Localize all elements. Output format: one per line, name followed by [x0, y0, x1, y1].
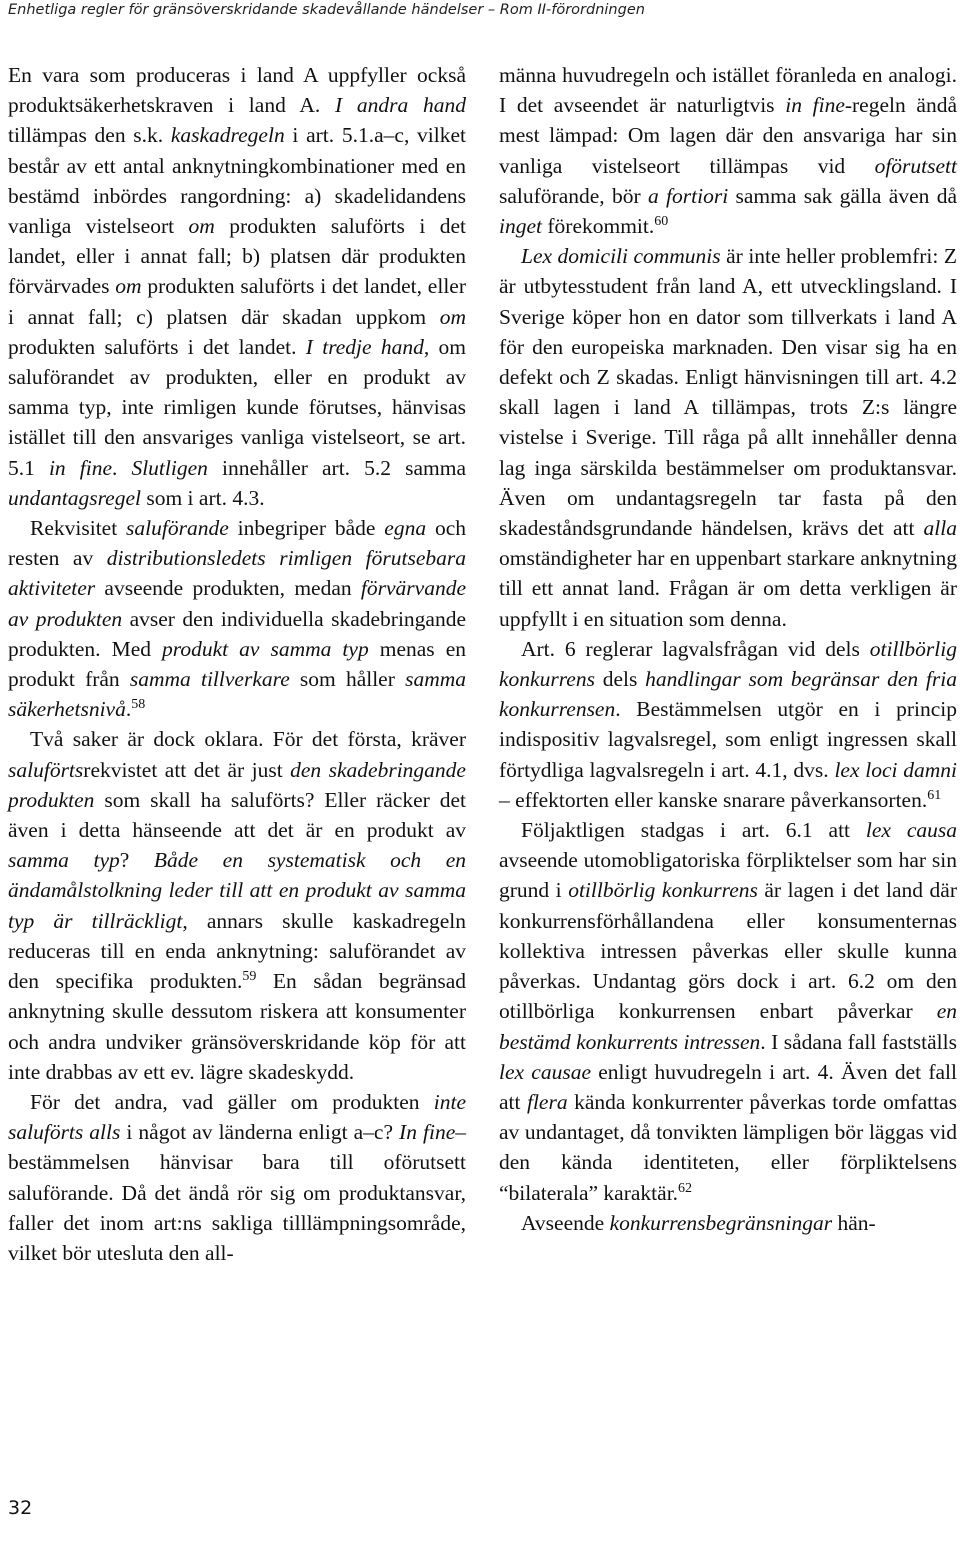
text-run: Avseende [521, 1210, 610, 1235]
text-run: avseende utomobligatoriska förpliktelser som har sin grund i [499, 848, 957, 903]
italic-run: lex causa [865, 818, 958, 843]
text-run: . I sådana fall fastställs [760, 1029, 957, 1054]
paragraph [499, 60, 957, 241]
paragraph [8, 60, 466, 513]
text-run: i art. 5.1.a–c, vilket består av ett antal anknytningkombinationer med en bestämd inbördes rangordning: a) skadelidandens vanliga vistelseort [8, 123, 466, 239]
text-run: produkten saluförts i det landet. [8, 334, 306, 359]
paragraph [8, 1087, 466, 1268]
italic-run: om [115, 274, 142, 299]
italic-run: samma tillverkare [129, 667, 290, 692]
text-run: Två saker är dock oklara. För det första, kräver [30, 727, 466, 752]
left-column [8, 60, 466, 1268]
text-run: som skall ha saluförts? Eller räcker det även i detta hänseende att det är en produkt av [8, 787, 466, 843]
text-run: Följaktligen stadgas i art. 6.1 att [521, 818, 866, 843]
text-run: produkten saluförts i det landet, eller i annat fall; c) platsen där skadan uppkom [8, 274, 466, 329]
text-run: Art. 6 reglerar lagvalsfrågan vid dels [521, 636, 870, 661]
text-run: . Bestämmelsen utgör en i princip indispositiv lagvalsregel, som enligt ingressen skall förtydliga lagvalsregeln i art. 4.1, dvs. [499, 697, 957, 782]
page-number: 32 [8, 1497, 33, 1519]
italic-run: om [439, 304, 466, 329]
italic-run: inte saluförts alls [8, 1089, 466, 1145]
text-run: är inte heller problemfri: Z är utbytesstudent från land A, ett utvecklingsland. I Sverige köper hon en dator som tillverkats i land A för den europeiska marknaden. Den visar sig ha en defekt och Z skadas. Enligt hänvisningen till art. 4.2 skall lagen i land A tillämpas, trots Z:s längre vistelse i Sverige. Till råga på allt innehåller denna lag inga särskilda bestämmelser om produktansvar. Även om undantagsregeln tar fasta på den skadeståndsgrundande händelsen, krävs det att [499, 244, 957, 541]
text-run: ? [119, 848, 154, 873]
italic-run: oförutsett [874, 153, 957, 178]
text-run: innehåller art. 5.2 samma [207, 455, 466, 480]
italic-run: Slutligen [131, 455, 208, 480]
paragraph [8, 513, 466, 724]
text-run: , om saluförandet av produkten, eller en produkt av samma typ, inte rimligen kunde förutses, hänvisas istället till den ansvariges vanliga vistelseort, se art. 5.1 [8, 334, 466, 480]
paragraph [499, 815, 957, 1208]
text-run: menas en produkt från [8, 636, 466, 692]
paragraph [499, 1208, 957, 1238]
text-run: inbegriper både [228, 516, 385, 541]
italic-run: saluförande [126, 516, 229, 541]
text-run: i något av länderna enligt a–c? [120, 1120, 400, 1145]
text-run: produkten saluförts i det landet, eller i annat fall; b) platsen där produkten förvärvades [8, 214, 466, 299]
text-run: saluförande, bör [499, 183, 648, 208]
italic-run: handlingar som begränsar den fria konkurrensen [499, 667, 957, 722]
footnote-ref: 60 [654, 214, 669, 230]
paragraph [499, 634, 957, 815]
italic-run: I andra hand [335, 93, 467, 118]
footnote-ref: 62 [678, 1180, 693, 1196]
text-run: avser den individuella skadebringande produkten. Med [8, 606, 467, 661]
text-run: omständigheter har en uppenbart starkare anknytning till ett annat land. Frågan är om detta verkligen är uppfyllt i en situation som denna. [499, 546, 957, 631]
italic-run: egna [384, 516, 427, 541]
italic-run: kaskadregeln [170, 123, 285, 148]
text-run: En sådan begränsad anknytning skulle dessutom riskera att konsumenter och andra undviker gränsöverskridande köp för att inte drabbas av ett ev. lägre skadeskydd. [8, 969, 466, 1084]
italic-run: samma typ [8, 848, 120, 873]
text-run: dels [594, 667, 646, 692]
text-run: hän- [832, 1210, 876, 1235]
text-run: -regeln ändå mest lämpad: Om lagen där den ansvariga har sin vanliga vistelseort tillämpas vid [499, 93, 957, 178]
italic-run: undantagsregel [8, 485, 141, 510]
text-run: enligt huvudregeln i art. 4. Även det fall att [499, 1059, 957, 1114]
text-run: förekommit. [542, 214, 655, 239]
text-run: En vara som produceras i land A uppfyller också produktsäkerhetskraven i land A. [8, 63, 466, 118]
italic-run: om [188, 214, 215, 239]
text-run: – effektorten eller kanske snarare påverkansorten. [499, 787, 928, 812]
text-run: För det andra, vad gäller om produkten [30, 1089, 434, 1114]
italic-run: samma säkerhetsnivå [8, 667, 466, 722]
italic-run: distributionsledets rimligen förutsebara aktiviteter [8, 546, 466, 601]
italic-run: a fortiori [647, 183, 729, 208]
text-run: som i art. 4.3. [140, 485, 265, 510]
footnote-ref: 58 [131, 697, 146, 713]
italic-run: förvärvande av produkten [8, 576, 466, 631]
text-run: som håller [289, 667, 406, 692]
italic-run: saluförts [8, 757, 84, 782]
text-run: avseende produkten, medan [95, 576, 361, 601]
text-run: , annars skulle kaskadregeln reduceras till en enda anknytning: saluförandet av den specifika produkten. [8, 908, 467, 994]
italic-run: inget [499, 214, 542, 239]
italic-run: en bestämd konkurrents intressen [499, 999, 957, 1054]
text-run: rekvistet att det är just [83, 757, 291, 782]
text-run: . [112, 455, 132, 480]
text-run: och resten av [8, 516, 466, 571]
italic-run: otillbörlig konkurrens [568, 878, 758, 903]
italic-run: alla [923, 516, 957, 541]
text-run: –bestämmelsen hänvisar bara till oförutsett saluförande. Då det ändå rör sig om produktansvar, faller det inom art:ns sakliga tilllämpningsområde, vilket bör utesluta den all- [8, 1120, 466, 1265]
italic-run: flera [526, 1089, 568, 1114]
italic-run: konkurrensbegränsningar [609, 1210, 833, 1235]
italic-run: I tredje hand [305, 334, 424, 359]
running-header: Enhetliga regler för gränsöverskridande skadevållande händelser – Rom II-förordningen [8, 2, 645, 18]
right-column [499, 60, 957, 1238]
footnote-ref: 61 [927, 787, 942, 803]
text-run: tillämpas den s.k. [8, 123, 171, 148]
italic-run: lex causae [499, 1059, 592, 1084]
italic-run: produkt av samma typ [162, 636, 369, 661]
italic-run: Både en systematisk och en ändamålstolkning leder till att en produkt av samma typ är tillräckligt [8, 848, 467, 933]
italic-run: in fine [48, 455, 112, 480]
paragraph [499, 241, 957, 634]
italic-run: in fine [785, 93, 845, 118]
footnote-ref: 59 [242, 969, 257, 985]
text-run: kända konkurrenter påverkas torde omfattas av undantaget, då tonvikten lämpligen bör läggas vid den kända identiteten, eller förpliktelsens “bilaterala” karaktär. [499, 1089, 957, 1205]
text-run: samma sak gälla även då [728, 183, 957, 208]
italic-run: In fine [399, 1120, 456, 1145]
text-run: . [125, 697, 132, 722]
text-run: Rekvisitet [30, 516, 127, 541]
paragraph [8, 724, 466, 1086]
italic-run: den skadebringande produkten [8, 757, 466, 812]
italic-run: otillbörlig konkurrens [499, 636, 957, 692]
italic-run: lex loci damni [834, 757, 957, 782]
text-run: är lagen i det land där konkurrensförhållandena eller konsumenternas kollektiva intressen påverkas eller skulle kunna påverkas. Undantag görs dock i art. 6.2 om den otillbörliga konkurrensen enbart påverkar [499, 878, 957, 1024]
italic-run: Lex domicili communis [521, 244, 721, 269]
text-run: männa huvudregeln och istället föranleda en analogi. I det avseendet är naturligtvis [499, 63, 957, 118]
